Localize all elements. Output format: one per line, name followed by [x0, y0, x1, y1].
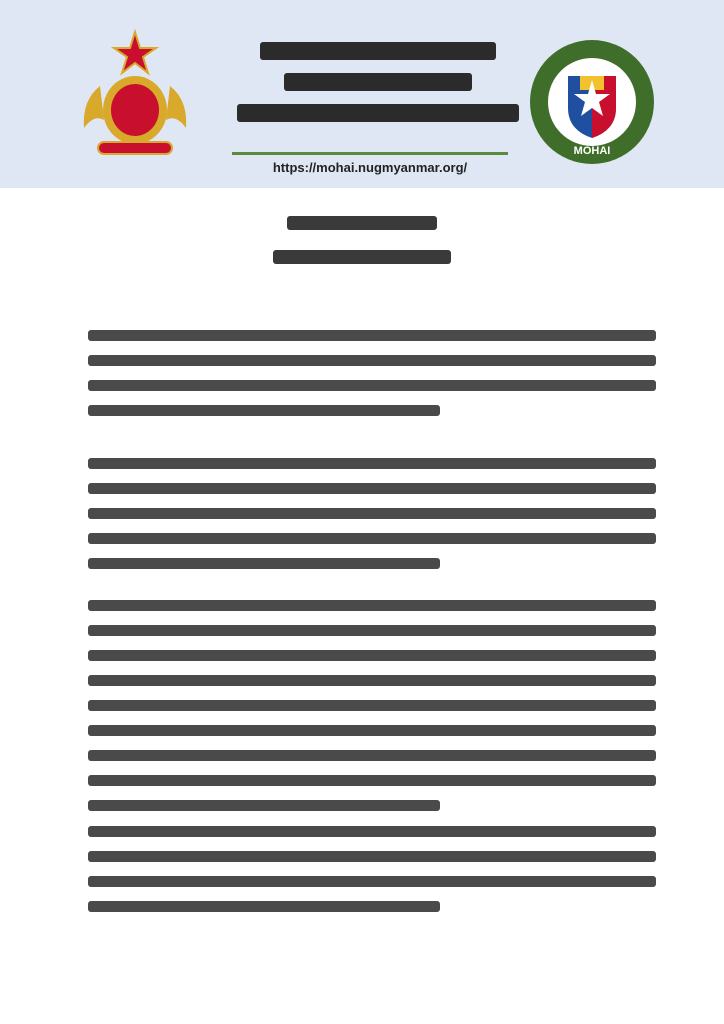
- paragraph: [88, 458, 656, 583]
- website-link[interactable]: https://mohai.nugmyanmar.org/: [272, 160, 468, 175]
- header-rule: [232, 152, 508, 155]
- paragraph-line: [88, 826, 656, 837]
- title-line: [237, 104, 519, 122]
- paragraph-line: [88, 600, 656, 611]
- paragraph-line: [88, 675, 656, 686]
- paragraph-line: [88, 750, 656, 761]
- title-line: [287, 216, 437, 230]
- paragraph-line: [88, 355, 656, 366]
- state-emblem-icon: [70, 28, 200, 160]
- paragraph-line: [88, 458, 656, 469]
- paragraph-line: [88, 330, 656, 341]
- paragraph-line: [88, 725, 656, 736]
- paragraph: [88, 600, 656, 825]
- paragraph-line: [88, 533, 656, 544]
- paragraph-line: [88, 901, 440, 912]
- paragraph: [88, 826, 656, 926]
- paragraph-line: [88, 558, 440, 569]
- paragraph-line: [88, 380, 656, 391]
- paragraph-line: [88, 700, 656, 711]
- paragraph-line: [88, 800, 440, 811]
- paragraph-line: [88, 508, 656, 519]
- paragraph-line: [88, 876, 656, 887]
- paragraph-line: [88, 650, 656, 661]
- paragraph-line: [88, 775, 656, 786]
- paragraph: [88, 330, 656, 430]
- paragraph-line: [88, 483, 656, 494]
- title-line: [284, 73, 472, 91]
- seal-text: MOHAI: [573, 145, 611, 157]
- paragraph-line: [88, 851, 656, 862]
- letterhead: [0, 0, 724, 188]
- ministry-title: [232, 42, 524, 135]
- notice-title: [0, 216, 724, 264]
- title-line: [260, 42, 496, 60]
- paragraph-line: [88, 625, 656, 636]
- ministry-seal-icon: [528, 38, 656, 166]
- title-line: [273, 250, 451, 264]
- paragraph-line: [88, 405, 440, 416]
